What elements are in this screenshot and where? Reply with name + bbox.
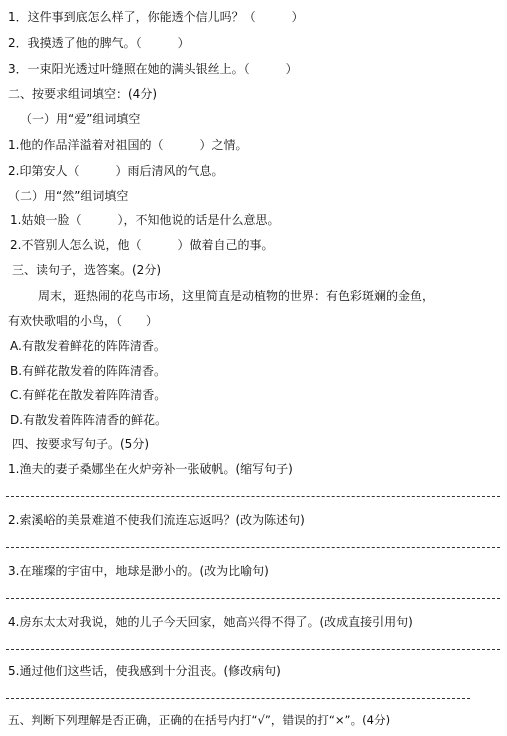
answer-line-4-3 bbox=[6, 598, 500, 599]
section-2-heading: 二、按要求组词填空：(4分) bbox=[8, 87, 157, 101]
section-3-passage-line-1: 周末，逛热闹的花鸟市场，这里简直是动植物的世界：有色彩斑斓的金鱼， bbox=[38, 289, 435, 303]
question-1-3: 3．一束阳光透过叶缝照在她的满头银丝上。（ ） bbox=[8, 62, 298, 76]
section-4-heading: 四、按要求写句子。(5分) bbox=[12, 437, 149, 451]
question-2-1-2: 2.印第安人（ ）雨后清风的气息。 bbox=[8, 164, 224, 178]
answer-line-4-2 bbox=[6, 547, 500, 548]
question-1-2: 2．我摸透了他的脾气。（ ） bbox=[8, 36, 190, 50]
answer-line-4-1 bbox=[6, 496, 500, 497]
question-4-2: 2.索溪峪的美景难道不使我们流连忘返吗？(改为陈述句) bbox=[8, 513, 305, 527]
option-a: A.有散发着鲜花的阵阵清香。 bbox=[10, 339, 166, 353]
question-2-1-1: 1.他的作品洋溢着对祖国的（ ）之情。 bbox=[8, 138, 248, 152]
section-3-heading: 三、读句子，选答案。(2分) bbox=[12, 263, 161, 277]
section-2-part-2-heading: （二）用“然”组词填空 bbox=[8, 189, 129, 203]
question-4-4: 4.房东太太对我说，她的儿子今天回家，她高兴得不得了。(改成直接引用句) bbox=[8, 615, 413, 629]
question-4-1: 1.渔夫的妻子桑娜坐在火炉旁补一张破帆。(缩写句子) bbox=[8, 462, 293, 476]
section-3-passage-line-2: 有欢快歌唱的小鸟，（ ） bbox=[8, 314, 159, 328]
option-c: C.有鲜花在散发着阵阵清香。 bbox=[10, 388, 167, 402]
question-2-2-2: 2.不管别人怎么说，他（ ）做着自己的事。 bbox=[10, 238, 274, 252]
question-4-3: 3.在璀璨的宇宙中，地球是渺小的。(改为比喻句) bbox=[8, 564, 269, 578]
answer-line-4-5 bbox=[6, 698, 470, 699]
answer-line-4-4 bbox=[6, 649, 500, 650]
question-4-5: 5.通过他们这些话，使我感到十分沮丧。(修改病句) bbox=[8, 664, 281, 678]
section-2-part-1-heading: （一）用“爱”组词填空 bbox=[20, 112, 141, 126]
question-2-2-1: 1.姑娘一脸（ ），不知他说的话是什么意思。 bbox=[10, 213, 280, 227]
option-b: B.有鲜花散发着的阵阵清香。 bbox=[10, 364, 167, 378]
question-1-1: 1．这件事到底怎么样了，你能透个信儿吗？（ ） bbox=[8, 10, 304, 24]
section-5-heading: 五、判断下列理解是否正确，正确的在括号内打“√”，错误的打“×”。(4分) bbox=[8, 713, 391, 727]
option-d: D.有散发着阵阵清香的鲜花。 bbox=[10, 413, 168, 427]
